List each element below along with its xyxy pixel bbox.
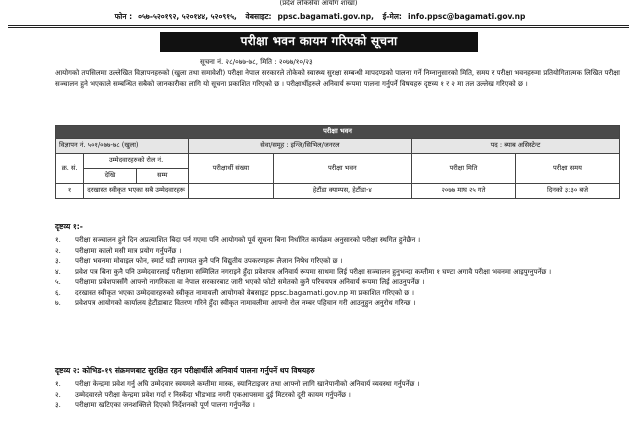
item-number: ४. — [55, 267, 61, 276]
list-item — [55, 246, 625, 257]
table-title: परीक्षा भवन — [56, 126, 620, 139]
row-time: दिनको ३:३० बजे — [516, 184, 620, 199]
col-header-time: परीक्षा समय — [516, 154, 620, 184]
note2-heading: दृष्टव्य २: कोभिड-१९ संक्रमणबाट सुरक्षित रहन परीक्षार्थीले अनिवार्य पालना गर्नुपर्ने थप विषयहरु — [55, 366, 315, 375]
notice-reference: सूचना नं. २८/०७७-७८, मिति : २०७७/१०/२३ — [200, 58, 313, 66]
col-header-count: परीक्षार्थी संख्या — [189, 154, 274, 184]
col-header-date: परीक्षा मिति — [411, 154, 515, 184]
item-number: २. — [55, 246, 61, 255]
office-name-header: (प्रदेश लोकसेवा आयोग शाखा) — [279, 0, 358, 6]
phone-label: फोन : — [114, 12, 133, 21]
table-row — [56, 184, 620, 199]
item-number: १. — [55, 380, 61, 388]
exam-venue-table — [55, 125, 620, 199]
note1-list — [55, 235, 625, 309]
row-sn: १ — [56, 184, 84, 199]
item-text: परीक्षा सञ्चालन हुने दिन अप्रत्याशित बिदा पर्न गएमा पनि आयोगको पूर्व सूचना बिना निर्धारित कार्यक्रम अनुसारको परीक्षा स्थगित हुनेछैन । — [75, 236, 421, 244]
item-text: परीक्षामा कालो मसी मात्र प्रयोग गर्नुपर्नेछ । — [75, 246, 182, 255]
item-number: ३. — [55, 401, 61, 409]
header-divider-2 — [8, 27, 629, 28]
col-header-roll-to: सम्म — [136, 169, 188, 184]
row-roll: दरखास्त स्वीकृत भएका सबै उम्मेदवारहरू — [84, 184, 189, 199]
item-text: प्रवेश पत्र बिना कुनै पनि उम्मेदवारलाई परीक्षामा सम्मिलित नगराइने हुँदा प्रवेशपत्र अनिवार्य रूपमा साथमा लिई परीक्षा सञ्चालन हुनुभन्दा कम्तीमा १ घण्टा अगावै परीक्षा भवनमा आइपुग्नुपर्नेछ । — [75, 267, 552, 276]
advert-number: विज्ञापन नं. ५०१/०७७-७८ (खुला) — [56, 139, 189, 154]
item-text: दरखास्त स्वीकृत भएका उम्मेदवारहरुको स्वीकृत नामावली आयोगको वेबसाइट ppsc.bagamati.gov.np मा प्रकाशित गरिएको छ । — [75, 288, 415, 297]
website-link[interactable]: ppsc.bagamati.gov.np, — [277, 12, 374, 21]
item-number: ७. — [55, 299, 61, 307]
notice-intro: आयोगको तपसिलमा उल्लेखित विज्ञापनहरुको (खुला तथा समावेशी) परीक्षा नेपाल सरकारले तोकेको स्वास्थ्य सुरक्षा सम्बन्धी मापदण्डको पालना गर्ने निम्नानुसारको मिति, समय र परीक्षा भवनहरुमा प्रतियोगितात्मक लिखित परीक्षा सञ्चालन हुने भएकाले सम्बन्धित सबैको जानकारीका लागि यो सूचना प्रकाशित गरिएको छ । परीक्षार्थीहरुले अनिवार्य रूपमा पालना गर्नुपर्ने विषयहरु दृष्टव्य १ र २ मा तल उल्लेख गरिएको छ । — [55, 69, 620, 88]
list-item — [55, 277, 625, 288]
list-item — [55, 267, 625, 278]
list-item — [55, 390, 625, 401]
col-header-venue: परीक्षा भवन — [273, 154, 411, 184]
service-group: सेवा/समूह : इन्जि/सिभिल/जनरल — [189, 139, 412, 154]
item-text: परीक्षामा प्रवेशपत्रसँगै आफ्नो नागरिकता वा नेपाल सरकारबाट जारी भएको फोटो समेतको कुनै परिचयपत्र अनिवार्य रूपमा लिई आउनुपर्नेछ । — [75, 278, 425, 286]
col-header-roll-from: देखि — [84, 169, 136, 184]
list-item — [55, 400, 625, 411]
note1-heading: दृष्टव्य १:- — [55, 222, 83, 231]
list-item — [55, 379, 625, 390]
list-item — [55, 288, 625, 299]
post-name: पद : ब्याब असिस्टेन्ट — [411, 139, 619, 154]
col-header-sn: क्र. सं. — [56, 154, 84, 184]
phone-numbers: ०५७-५२०१९२, ५२०१४४, ५२०९१५, — [138, 12, 237, 21]
item-text: परीक्षामा खटिएका जनशक्तिले दिएको निर्देशनको पूर्ण पालना गर्नुपर्नेछ । — [75, 401, 255, 409]
list-item — [55, 298, 625, 309]
item-text: परीक्षा केन्द्रमा प्रवेश गर्नु अघि उम्मेदवार स्वयमले कम्तीमा मास्क, स्यानिटाइजर तथा आफ्नो लागि खानेपानीको अनिवार्य व्यवस्था गर्नुपर्नेछ । — [75, 380, 420, 388]
item-number: २. — [55, 390, 61, 399]
row-date: २०७७ माघ २५ गते — [411, 184, 515, 199]
list-item — [55, 235, 625, 246]
contact-line — [30, 13, 610, 22]
item-text: परीक्षा भवनमा मोवाइल फोन, स्मार्ट घडी लगायत कुनै पनि विद्युतीय उपकरणहरू लैजान निषेध गरिएको छ । — [75, 257, 343, 265]
row-count — [189, 184, 274, 199]
website-label: वेबसाइट: — [245, 12, 272, 21]
item-number: ३. — [55, 257, 61, 265]
email-label: ई-मेल: — [382, 12, 402, 21]
notice-title: परीक्षा भवन कायम गरिएको सूचना — [160, 32, 478, 52]
item-text: उम्मेदवारले परीक्षा केन्द्रमा प्रवेश गर्दा र निस्कँदा भीडभाड नगरी एकआपसमा दुई मिटरको दूरी कायम गर्नुपर्नेछ । — [75, 390, 351, 399]
header-divider — [8, 25, 629, 26]
item-text: प्रवेशपत्र आयोगको कार्यालय हेटौंडाबाट वितरण गरिने हुँदा स्वीकृत नामावलीमा आफ्नो रोल नम्बर पहिचान गरी आउनुहुन अनुरोध गरिन्छ । — [75, 299, 416, 307]
item-number: ६. — [55, 288, 61, 297]
item-number: १. — [55, 236, 61, 244]
row-venue: हेटौंडा क्याम्पस, हेटौंडा-४ — [273, 184, 411, 199]
list-item — [55, 256, 625, 267]
item-number: ५. — [55, 278, 61, 286]
note2-list — [55, 379, 625, 411]
col-header-roll: उम्मेदवारहरुको रोल नं. — [84, 154, 189, 169]
email-link[interactable]: info.ppsc@bagamati.gov.np — [407, 12, 526, 21]
